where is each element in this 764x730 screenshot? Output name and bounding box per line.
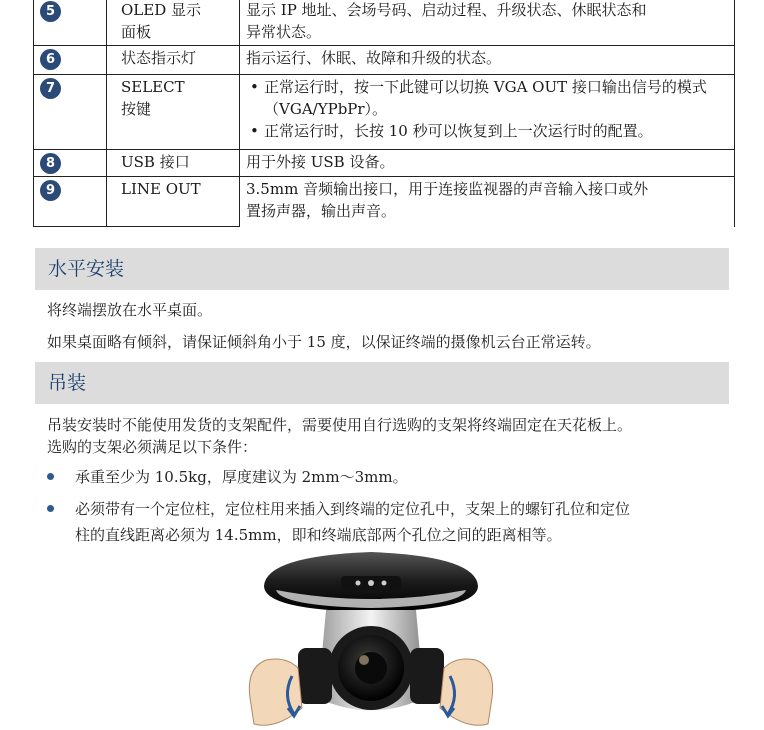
row-number-badge: 7 bbox=[40, 78, 61, 99]
table-row bbox=[34, 46, 735, 75]
component-description: 用于外接 USB 设备。 bbox=[246, 153, 395, 171]
list-item: 承重至少为 10.5kg，厚度建议为 2mm～3mm。 bbox=[47, 464, 737, 490]
bullet-dot-icon bbox=[47, 473, 54, 480]
component-name: LINE OUT bbox=[121, 180, 201, 198]
row-number-badge: 9 bbox=[40, 180, 61, 201]
spec-table bbox=[33, 0, 735, 227]
camera-illustration bbox=[246, 548, 496, 730]
component-name: SELECT bbox=[121, 78, 185, 96]
row-number-badge: 5 bbox=[40, 1, 61, 22]
camera-arm-left bbox=[298, 648, 332, 704]
component-name: 按键 bbox=[121, 100, 152, 118]
section-title-hanging: 吊装 bbox=[35, 362, 729, 404]
table-row bbox=[34, 0, 735, 46]
component-name: 面板 bbox=[121, 23, 152, 41]
component-name: 状态指示灯 bbox=[121, 49, 197, 67]
table-row bbox=[34, 75, 735, 150]
table-row bbox=[34, 177, 735, 227]
paragraph: 选购的支架必须满足以下条件： bbox=[47, 438, 258, 456]
row-number-badge: 6 bbox=[40, 49, 61, 70]
bullet-dot-icon bbox=[47, 505, 54, 512]
list-item: • 正常运行时，长按 10 秒可以恢复到上一次运行时的配置。 bbox=[264, 120, 728, 142]
paragraph: 如果桌面略有倾斜，请保证倾斜角小于 15 度，以保证终端的摄像机云台正常运转。 bbox=[47, 333, 601, 351]
component-description: 置扬声器，输出声音。 bbox=[246, 202, 397, 220]
component-description: 指示运行、休眠、故障和升级的状态。 bbox=[246, 49, 502, 67]
list-item: • 正常运行时，按一下此键可以切换 VGA OUT 接口输出信号的模式（VGA/YPbPr）。 bbox=[264, 76, 728, 120]
paragraph: 吊装安装时不能使用发货的支架配件，需要使用自行选购的支架将终端固定在天花板上。 bbox=[47, 416, 633, 434]
table-row bbox=[34, 150, 735, 177]
component-name: OLED 显示 bbox=[121, 1, 202, 19]
component-name: USB 接口 bbox=[121, 153, 190, 171]
paragraph: 将终端摆放在水平桌面。 bbox=[47, 301, 213, 319]
bullet-list bbox=[246, 76, 728, 142]
camera-arm-right bbox=[410, 648, 444, 704]
component-description: 3.5mm 音频输出接口，用于连接监视器的声音输入接口或外 bbox=[246, 180, 649, 198]
component-description: 异常状态。 bbox=[246, 23, 322, 41]
list-item: 必须带有一个定位柱，定位柱用来插入到终端的定位孔中，支架上的螺钉孔位和定位 柱的直线距离必须为 14.5mm，即和终端底部两个孔位之间的距离相等。 bbox=[47, 496, 737, 548]
row-number-badge: 8 bbox=[40, 153, 61, 174]
component-description: 显示 IP 地址、会场号码、启动过程、升级状态、休眠状态和 bbox=[246, 1, 647, 19]
section-title-horizontal: 水平安装 bbox=[35, 248, 729, 290]
